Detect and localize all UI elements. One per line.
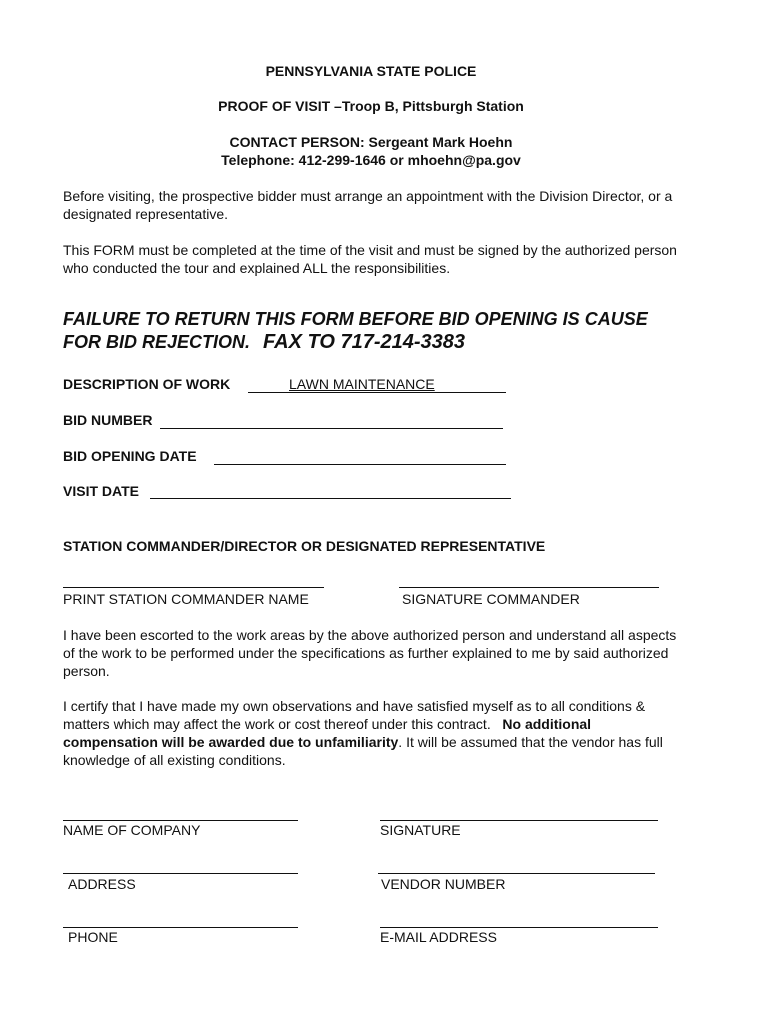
fax-number: FAX TO 717-214-3383 [263, 331, 466, 353]
instruction-appointment: Before visiting, the prospective bidder must arrange an appointment with the Division Director, or a designated representative. [63, 188, 673, 222]
email-label: E-MAIL ADDRESS [380, 929, 497, 945]
company-name-line[interactable] [63, 820, 298, 821]
bid-rejection-text: FOR BID REJECTION. [63, 332, 251, 352]
bid-number-label: BID NUMBER [63, 412, 153, 428]
commander-signature-line[interactable] [399, 587, 659, 588]
description-of-work-label: DESCRIPTION OF WORK [63, 376, 231, 392]
visit-date-field[interactable] [150, 498, 511, 499]
certification-escorted: I have been escorted to the work areas by the above authorized person and understand all aspects of the work to be performed under the specifications as further explained to me by said authorized person. [63, 627, 677, 679]
description-of-work-value: LAWN MAINTENANCE [289, 376, 435, 392]
commander-name-label: PRINT STATION COMMANDER NAME [63, 591, 309, 607]
commander-name-line[interactable] [63, 587, 324, 588]
vendor-number-label: VENDOR NUMBER [381, 876, 506, 892]
address-label: ADDRESS [68, 876, 136, 892]
failure-warning-line-2 [63, 331, 703, 354]
bid-number-field[interactable] [160, 428, 503, 429]
failure-warning-line-1: FAILURE TO RETURN THIS FORM BEFORE BID OPENING IS CAUSE [63, 309, 648, 329]
certification-observations [63, 697, 683, 769]
bid-opening-date-label: BID OPENING DATE [63, 448, 197, 464]
no-compensation-notice: No additional compensation will be awarded due to unfamiliarity [63, 716, 592, 750]
description-of-work-line[interactable] [248, 392, 506, 393]
form-title: PROOF OF VISIT –Troop B, Pittsburgh Station [218, 98, 524, 114]
contact-telephone: Telephone: 412-299-1646 or mhoehn@pa.gov [221, 152, 521, 168]
vendor-signature-label: SIGNATURE [380, 822, 461, 838]
bid-opening-date-field[interactable] [214, 464, 506, 465]
company-name-label: NAME OF COMPANY [63, 822, 201, 838]
certification-text: I certify that I have made my own observations and have satisfied myself as to all conditions & matters which may affect the work or cost thereof under this contract. [63, 698, 646, 732]
visit-date-label: VISIT DATE [63, 483, 139, 499]
agency-title: PENNSYLVANIA STATE POLICE [265, 63, 477, 79]
instruction-completion: This FORM must be completed at the time of the visit and must be signed by the authorized person who conducted the tour and explained ALL the responsibilities. [63, 242, 677, 276]
phone-line[interactable] [63, 927, 298, 928]
email-line[interactable] [380, 927, 658, 928]
commander-heading: STATION COMMANDER/DIRECTOR OR DESIGNATED REPRESENTATIVE [63, 538, 546, 554]
contact-person: CONTACT PERSON: Sergeant Mark Hoehn [229, 134, 513, 150]
commander-signature-label: SIGNATURE COMMANDER [402, 591, 580, 607]
phone-label: PHONE [68, 929, 118, 945]
address-line[interactable] [63, 873, 298, 874]
certification-closing: . It will be assumed that the vendor has full knowledge of all existing conditions. [63, 734, 663, 768]
vendor-number-line[interactable] [378, 873, 655, 874]
vendor-signature-line[interactable] [380, 820, 658, 821]
